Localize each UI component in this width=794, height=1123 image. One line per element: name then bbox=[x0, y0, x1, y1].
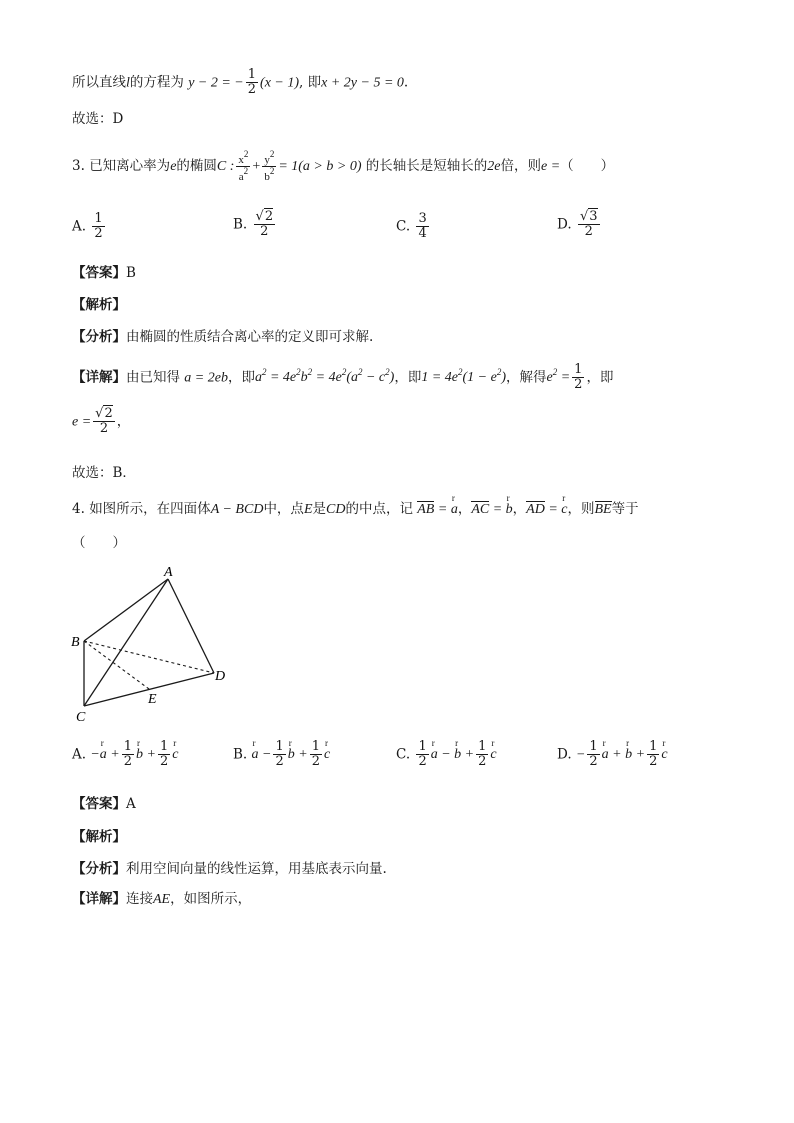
segment-be bbox=[84, 641, 149, 689]
edge-bd-hidden bbox=[84, 641, 214, 673]
q4-detail: 【详解】连接AE，如图所示， bbox=[72, 891, 252, 907]
q3-stem: 3. 已知离心率为e的椭圆C : $\frac{x^2}{a^2}$ + $\frac{y^2}{b^2}$ = 1(a > b > 0) 的长轴长是短轴长的2e倍，则e =（ ） bbox=[72, 149, 615, 184]
q4-paren: （ ） bbox=[72, 535, 126, 551]
edge-ac bbox=[84, 579, 168, 706]
q3-option-c[interactable]: C. $\frac{3}{4}$ bbox=[396, 211, 427, 242]
q4-option-c[interactable]: C. $\frac{1}{2}$ a r − b r + $\frac{1}{2}$ c r bbox=[396, 740, 497, 770]
q3-detail-e: e = $\frac{√2}{2}$ ， bbox=[72, 406, 131, 437]
q4-option-b[interactable]: B. a r − $\frac{1}{2}$ b r + $\frac{1}{2}$ c r bbox=[233, 740, 330, 770]
edge-ab bbox=[84, 579, 168, 641]
intro-answer: 故选：D bbox=[72, 111, 124, 127]
q4-fenxi: 【分析】利用空间向量的线性运算，用基底表示向量. bbox=[72, 861, 387, 877]
label-d: D bbox=[215, 669, 226, 684]
q3-fenxi: 【分析】由椭圆的性质结合离心率的定义即可求解. bbox=[72, 329, 374, 345]
q3-answer: 【答案】B bbox=[72, 265, 136, 281]
q3-option-b[interactable]: B. $\frac{√2}{2}$ bbox=[233, 209, 274, 240]
q3-final: 故选：B． bbox=[72, 465, 136, 481]
q4-stem: 4. 如图所示，在四面体A − BCD中，点E是CD的中点，记 AB = a r，AC = b r，AD = c r，则BE等于 bbox=[72, 501, 639, 519]
intro-line: 所以直线l的方程为 y − 2 = − $\frac{1}{2}$ (x − 1), 即x + 2y − 5 = 0. bbox=[72, 67, 409, 98]
q3-analysis-tag: 【解析】 bbox=[72, 297, 126, 313]
label-a: A bbox=[164, 565, 173, 580]
q4-answer: 【答案】A bbox=[72, 796, 136, 812]
q3-option-a[interactable]: A. $\frac{1}{2}$ bbox=[72, 211, 103, 242]
label-e: E bbox=[148, 692, 157, 707]
q4-analysis-tag: 【解析】 bbox=[72, 829, 126, 845]
label-b: B bbox=[71, 635, 80, 650]
edge-ad bbox=[168, 579, 214, 673]
label-c: C bbox=[76, 710, 86, 725]
q3-option-d[interactable]: D. $\frac{√3}{2}$ bbox=[557, 209, 598, 240]
q4-option-a[interactable]: A. −a r + $\frac{1}{2}$ b r + $\frac{1}{2}$ c r bbox=[72, 740, 178, 770]
q4-option-d[interactable]: D. − $\frac{1}{2}$ a r + b r + $\frac{1}{2}$ c r bbox=[557, 740, 668, 770]
tetrahedron-figure bbox=[68, 562, 238, 727]
q3-detail: 【详解】由已知得 a = 2eb，即$a^2 = 4e^2b^2 = 4e^2(a^2 - c^2)$，即$1 = 4e^2(1 - e^2)$，解得$e^2$ = $\frac{1}{2}$ ，即 bbox=[72, 362, 614, 393]
